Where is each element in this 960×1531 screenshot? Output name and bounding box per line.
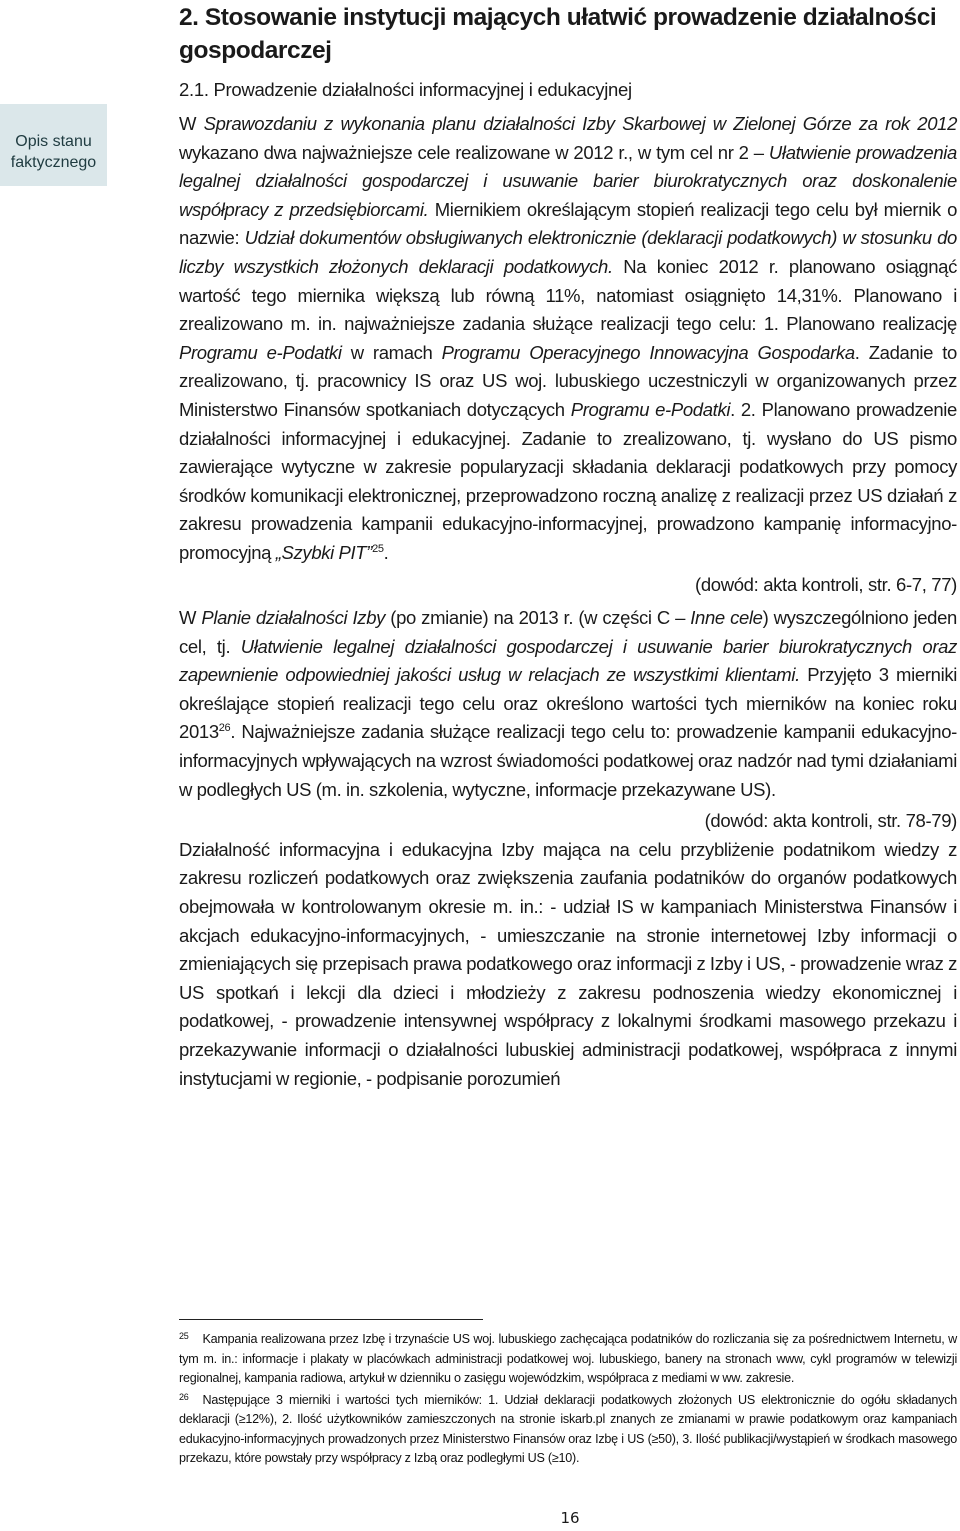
evidence-note-1: (dowód: akta kontroli, str. 6-7, 77): [695, 573, 957, 595]
footnote-divider: [179, 1319, 483, 1320]
subsection-heading: 2.1. Prowadzenie działalności informacyjnej i edukacyjnej: [179, 79, 632, 100]
paragraph-2: W Planie działalności Izby (po zmianie) na 2013 r. (w części C – Inne cele) wyszczególniono jeden cel, tj. Ułatwienie legalnej działalności gospodarczej i usuwanie barier biurokratycznych oraz zapewnienie odpowiedniej jakości usług w relacjach ze wszystkimi klientami. Przyjęto 3 mierniki określające stopień realizacji tego celu oraz określono wartości tych mierników na koniec roku 2013$^{26}$. Najważniejsze zadania służące realizacji tego celu to: prowadzenie kampanii edukacyjno-informacyjnych wpływających na wzrost świadomości podatkowej oraz nadzór nad tymi działaniami w podległych US (m. in. szkolenia, wytyczne, informacje przekazywane US).: [179, 607, 957, 800]
section-heading: 2. Stosowanie instytucji mających ułatwić prowadzenie działalności gospodarczej: [179, 4, 937, 64]
paragraph-3: Działalność informacyjna i edukacyjna Izby mająca na celu przybliżenie podatnikom wiedzy z zakresu rozliczeń podatkowych oraz zwiększenia zaufania podatników do organów podatkowych obejmowała w kontrolowanym okresie m. in.: - udział IS w kampaniach Ministerstwa Finansów i akcjach edukacyjno-informacyjnych, - umieszczanie na stronie internetowej Izby informacji o zmieniających się przepisach prawa podatkowego oraz informacji z Izby i US, - prowadzenie wraz z US spotkań i lekcji dla dzieci i młodzieży z zakresu podnoszenia wiedzy ekonomicznej i podatkowej, - prowadzenie intensywnej współpracy z lokalnymi środkami masowego przekazu i przekazywanie informacji o działalności lubuskiej administracji podatkowej, współpraca z innymi instytucjami w regionie, - podpisanie porozumień: [179, 838, 957, 1089]
page-number: 16: [560, 1509, 580, 1527]
footnote-ref-26[interactable]: 26: [218, 722, 231, 735]
footnotes: [179, 1330, 957, 1471]
main-content: [179, 0, 957, 1093]
paragraph-1: W Sprawozdaniu z wykonania planu działalności Izby Skarbowej w Zielonej Górze za rok 2012 wykazano dwa najważniejsze cele realizowane w 2012 r., w tym cel nr 2 – Ułatwienie prowadzenia legalnej działalności gospodarczej i usuwanie barier biurokratycznych oraz doskonalenie współpracy z przedsiębiorcami. Miernikiem określającym stopień realizacji tego celu był miernik o nazwie: Udział dokumentów obsługiwanych elektronicznie (deklaracji podatkowych) w stosunku do liczby wszystkich złożonych deklaracji podatkowych. Na koniec 2012 r. planowano osiągnąć wartość tego miernika większą lub równą 11%, natomiast osiągnięto 14,31%. Planowano i zrealizowano m. in. najważniejsze zadania służące realizacji tego celu: 1. Planowano realizację Programu e-Podatki w ramach Programu Operacyjnego Innowacyjna Gospodarka. Zadanie to zrealizowano, tj. pracownicy IS oraz US woj. lubuskiego uczestniczyli w organizowanych przez Ministerstwo Finansów spotkaniach dotyczących Programu e-Podatki. 2. Planowano prowadzenie działalności informacyjnej i edukacyjnej. Zadanie to zrealizowano, tj. wysłano do US pismo zawierające wytyczne w zakresie popularyzacji składania deklaracji podatkowych przy pomocy środków komunikacji elektronicznej, przeprowadzono roczną analizę z realizacji przez US działań z zakresu prowadzenia kampanii edukacyjno-informacyjnej, prowadzono kampanię informacyjno-promocyjną „Szybki PIT”$^{25}$.: [179, 113, 958, 563]
footnote-26: $^{26}$ Następujące 3 mierniki i wartości tych mierników: 1. Udział deklaracji podatkowych złożonych US elektronicznie do ogółu składanych deklaracji (≥12%), 2. Ilość użytkowników zamieszczonych na stronie iskarb.pl znanych ze zmianami w prawie podatkowym oraz kampaniach edukacyjno-informacyjnych prowadzonych przez Ministerstwo Finansów oraz Izbę i US (≥50), 3. Ilość publikacji/wystąpień w środkach masowego przekazu, które powstały przy współpracy z Izbą oraz podległymi US (≥10).: [179, 1391, 957, 1465]
footnote-25: $^{25}$ Kampania realizowana przez Izbę i trzynaście US woj. lubuskiego zachęcająca podatników do rozliczania się za pośrednictwem Internetu, w tym m. in.: informacje i plakaty w placówkach administracji podatkowej woj. lubuskiego, banery na stronach www, cykl programów w telewizji regionalnej, kampania radiowa, artykuł w dzienniku o zasięgu wojewódzkim, współpraca z mediami w ww. zakresie.: [179, 1331, 957, 1385]
evidence-note-2: (dowód: akta kontroli, str. 78-79): [704, 810, 957, 832]
footnote-ref-25[interactable]: 25: [372, 542, 384, 555]
sidebar-label: Opis stanu faktycznego: [10, 133, 97, 171]
